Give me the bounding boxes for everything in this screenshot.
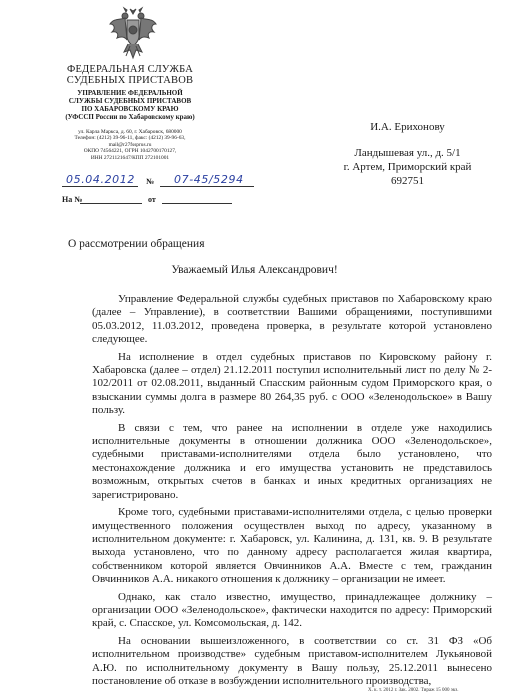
reference-line <box>62 195 252 207</box>
registration-date: 05.04.2012 <box>66 173 135 186</box>
body-paragraph: Управление Федеральной службы судебных приставов по Хабаровскому краю (далее – Управление), в соответствии Вашими обращениями, поступившими 05.03.2012, 11.03.2012, проведена проверка, в результате которой установлено следующее. <box>92 293 492 346</box>
date-underline <box>62 186 138 187</box>
print-footer: Х. к. т. 2012 г. Зак. 2002. Тираж 15 000 экз. <box>368 688 459 693</box>
address-line: Телефон: (4212) 39-96-11, факс: (4212) 39-96-63, <box>74 135 186 142</box>
registration-line <box>62 175 252 189</box>
address-line: mail@r27fssprus.ru <box>108 141 152 148</box>
recipient-zip: 692751 <box>391 175 424 187</box>
department-line: (УФССП России по Хабаровскому краю) <box>65 113 195 121</box>
body-paragraph: Кроме того, судебными приставами-исполнителями отдела, с целью проверки имущественного положения осуществлен выход по адресу, указанному в исполнительном документе: г. Хабаровск, ул. Калинина, д. 131, кв. 9. В результате выхода установлено, что по данному адресу располагается жилая квартира, собственником которой является Овчинников А.А. Вместе с тем, гражданин Овчинников А.А. никакого отношения к должнику – организации не имеет. <box>92 506 492 586</box>
org-name <box>30 64 230 86</box>
reference-date-underline <box>162 203 232 204</box>
recipient-city: г. Артем, Приморский край <box>343 161 472 173</box>
body-paragraph: В связи с тем, что ранее на исполнении в отделе уже находились исполнительные документы в отношении должника ООО «Зеленодольское», судебными приставами-исполнителями отдела было установлено, что местонахождение должника и его имущества установить не представилось возможным, открытых счетов в банках и иных кредитных организациях не зарегистрировано. <box>92 421 492 501</box>
address-line: ОКПО 74564221, ОГРН 1042700170127, <box>83 148 177 155</box>
registration-number: 07-45/5294 <box>174 173 244 186</box>
department-line: УПРАВЛЕНИЕ ФЕДЕРАЛЬНОЙ <box>77 89 183 97</box>
reference-number-label: На № <box>62 195 83 204</box>
letter-greeting: Уважаемый Илья Александрович! <box>171 264 338 276</box>
reference-number-underline <box>80 203 142 204</box>
number-underline <box>160 186 254 187</box>
coat-of-arms-icon <box>108 6 158 62</box>
recipient-name: И.А. Ерихонову <box>370 121 445 133</box>
letter-body <box>92 293 492 688</box>
org-name-line: СУДЕБНЫХ ПРИСТАВОВ <box>66 75 194 86</box>
letter-subject: О рассмотрении обращения <box>68 238 205 250</box>
address-line: ИНН 2721121647/КПП 272101001 <box>90 154 170 161</box>
address-line: ул. Карла Маркса, д. 60, г. Хабаровск, 680000 <box>78 129 182 135</box>
body-paragraph: Однако, как стало известно, имущество, принадлежащее должнику – организации ООО «Зеленодольское», фактически находится по адресу: Приморский край, с. Спасское, ул. Комсомольская, д. 142. <box>92 590 492 630</box>
number-label: № <box>146 177 155 186</box>
org-address <box>30 129 230 161</box>
department-name <box>30 89 230 121</box>
body-paragraph: На основании вышеизложенного, в соответствии со ст. 31 ФЗ «Об исполнительном производстве» судебным приставом-исполнителем Лукьяновой А.Ю. по исполнительному документу в Вашу пользу, 25.12.2011 вынесено постановление об отказе в возбуждении исполнительного производства, <box>92 634 492 687</box>
recipient-street: Ландышевая ул., д. 5/1 <box>354 147 461 159</box>
department-line: СЛУЖБЫ СУДЕБНЫХ ПРИСТАВОВ <box>68 97 192 105</box>
department-line: ПО ХАБАРОВСКОМУ КРАЮ <box>81 105 179 113</box>
reference-date-label: от <box>148 195 156 204</box>
org-name-line: ФЕДЕРАЛЬНАЯ СЛУЖБА <box>66 64 194 75</box>
body-paragraph: На исполнение в отдел судебных приставов по Кировскому району г. Хабаровска (далее – отдел) 21.12.2011 поступил исполнительный лист по делу № 2-102/2011 от 02.08.2011, выданный Спасским районным судом Приморского края, о взыскании суммы долга в размере 80 264,35 руб. с ООО «Зеленодольское» в Вашу пользу. <box>92 350 492 417</box>
